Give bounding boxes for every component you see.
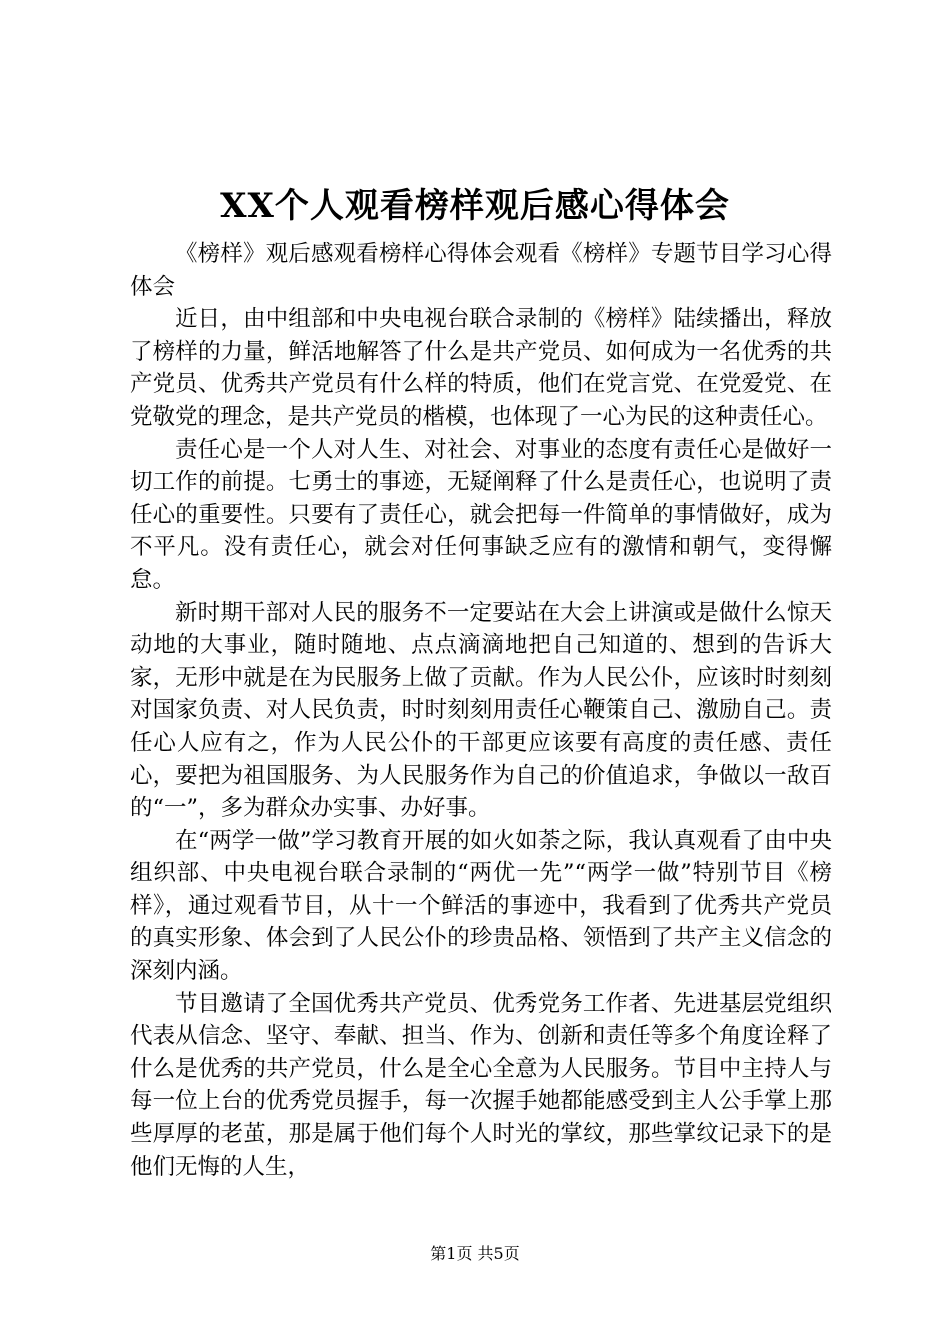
paragraph-3: 责任心是一个人对人生、对社会、对事业的态度有责任心是做好一切工作的前提。七勇士的事迹，无疑阐释了什么是责任心，也说明了责任心的重要性。只要有了责任心，就会把每一件简单的事情做好，成为不平凡。没有责任心，就会对任何事缺乏应有的激情和朝气，变得懈怠。 <box>130 436 832 593</box>
paragraph-4: 新时期干部对人民的服务不一定要站在大会上讲演或是做什么惊天动地的大事业，随时随地、点点滴滴地把自己知道的、想到的告诉大家，无形中就是在为民服务上做了贡献。作为人民公仆，应该时时刻刻对国家负责、对人民负责，时时刻刻用责任心鞭策自己、激励自己。责任心人应有之，作为人民公仆的干部更应该要有高度的责任感、责任心，要把为祖国服务、为人民服务作为自己的价值追求，争做以一敌百的“一”，多为群众办实事、办好事。 <box>130 599 832 822</box>
document-title: XX个人观看榜样观后感心得体会 <box>220 186 730 226</box>
paragraph-5: 在“两学一做”学习教育开展的如火如荼之际，我认真观看了由中央组织部、中央电视台联合录制的“两优一先”“两学一做”特别节目《榜样》，通过观看节目，从十一个鲜活的事迹中，我看到了优秀共产党员的真实形象、体会到了人民公仆的珍贵品格、领悟到了共产主义信念的深刻内涵。 <box>130 827 832 985</box>
paragraph-1: 《榜样》观后感观看榜样心得体会观看《榜样》专题节目学习心得体会 <box>130 241 832 300</box>
document-body <box>130 238 832 1183</box>
paragraph-2: 近日，由中组部和中央电视台联合录制的《榜样》陆续播出，释放了榜样的力量，鲜活地解答了什么是共产党员、如何成为一名优秀的共产党员、优秀共产党员有什么样的特质，他们在党言党、在党爱党、在党敬党的理念，是共产党员的楷模，也体现了一心为民的这种责任心。 <box>130 306 832 430</box>
paragraph-6: 节目邀请了全国优秀共产党员、优秀党务工作者、先进基层党组织代表从信念、坚守、奉献、担当、作为、创新和责任等多个角度诠释了什么是优秀的共产党员，什么是全心全意为人民服务。节目中主持人与每一位上台的优秀党员握手，每一次握手她都能感受到主人公手掌上那些厚厚的老茧，那是属于他们每个人时光的掌纹，那些掌纹记录下的是他们无悔的人生， <box>130 990 832 1180</box>
page-number-footer: 第1页 共5页 <box>430 1244 520 1263</box>
